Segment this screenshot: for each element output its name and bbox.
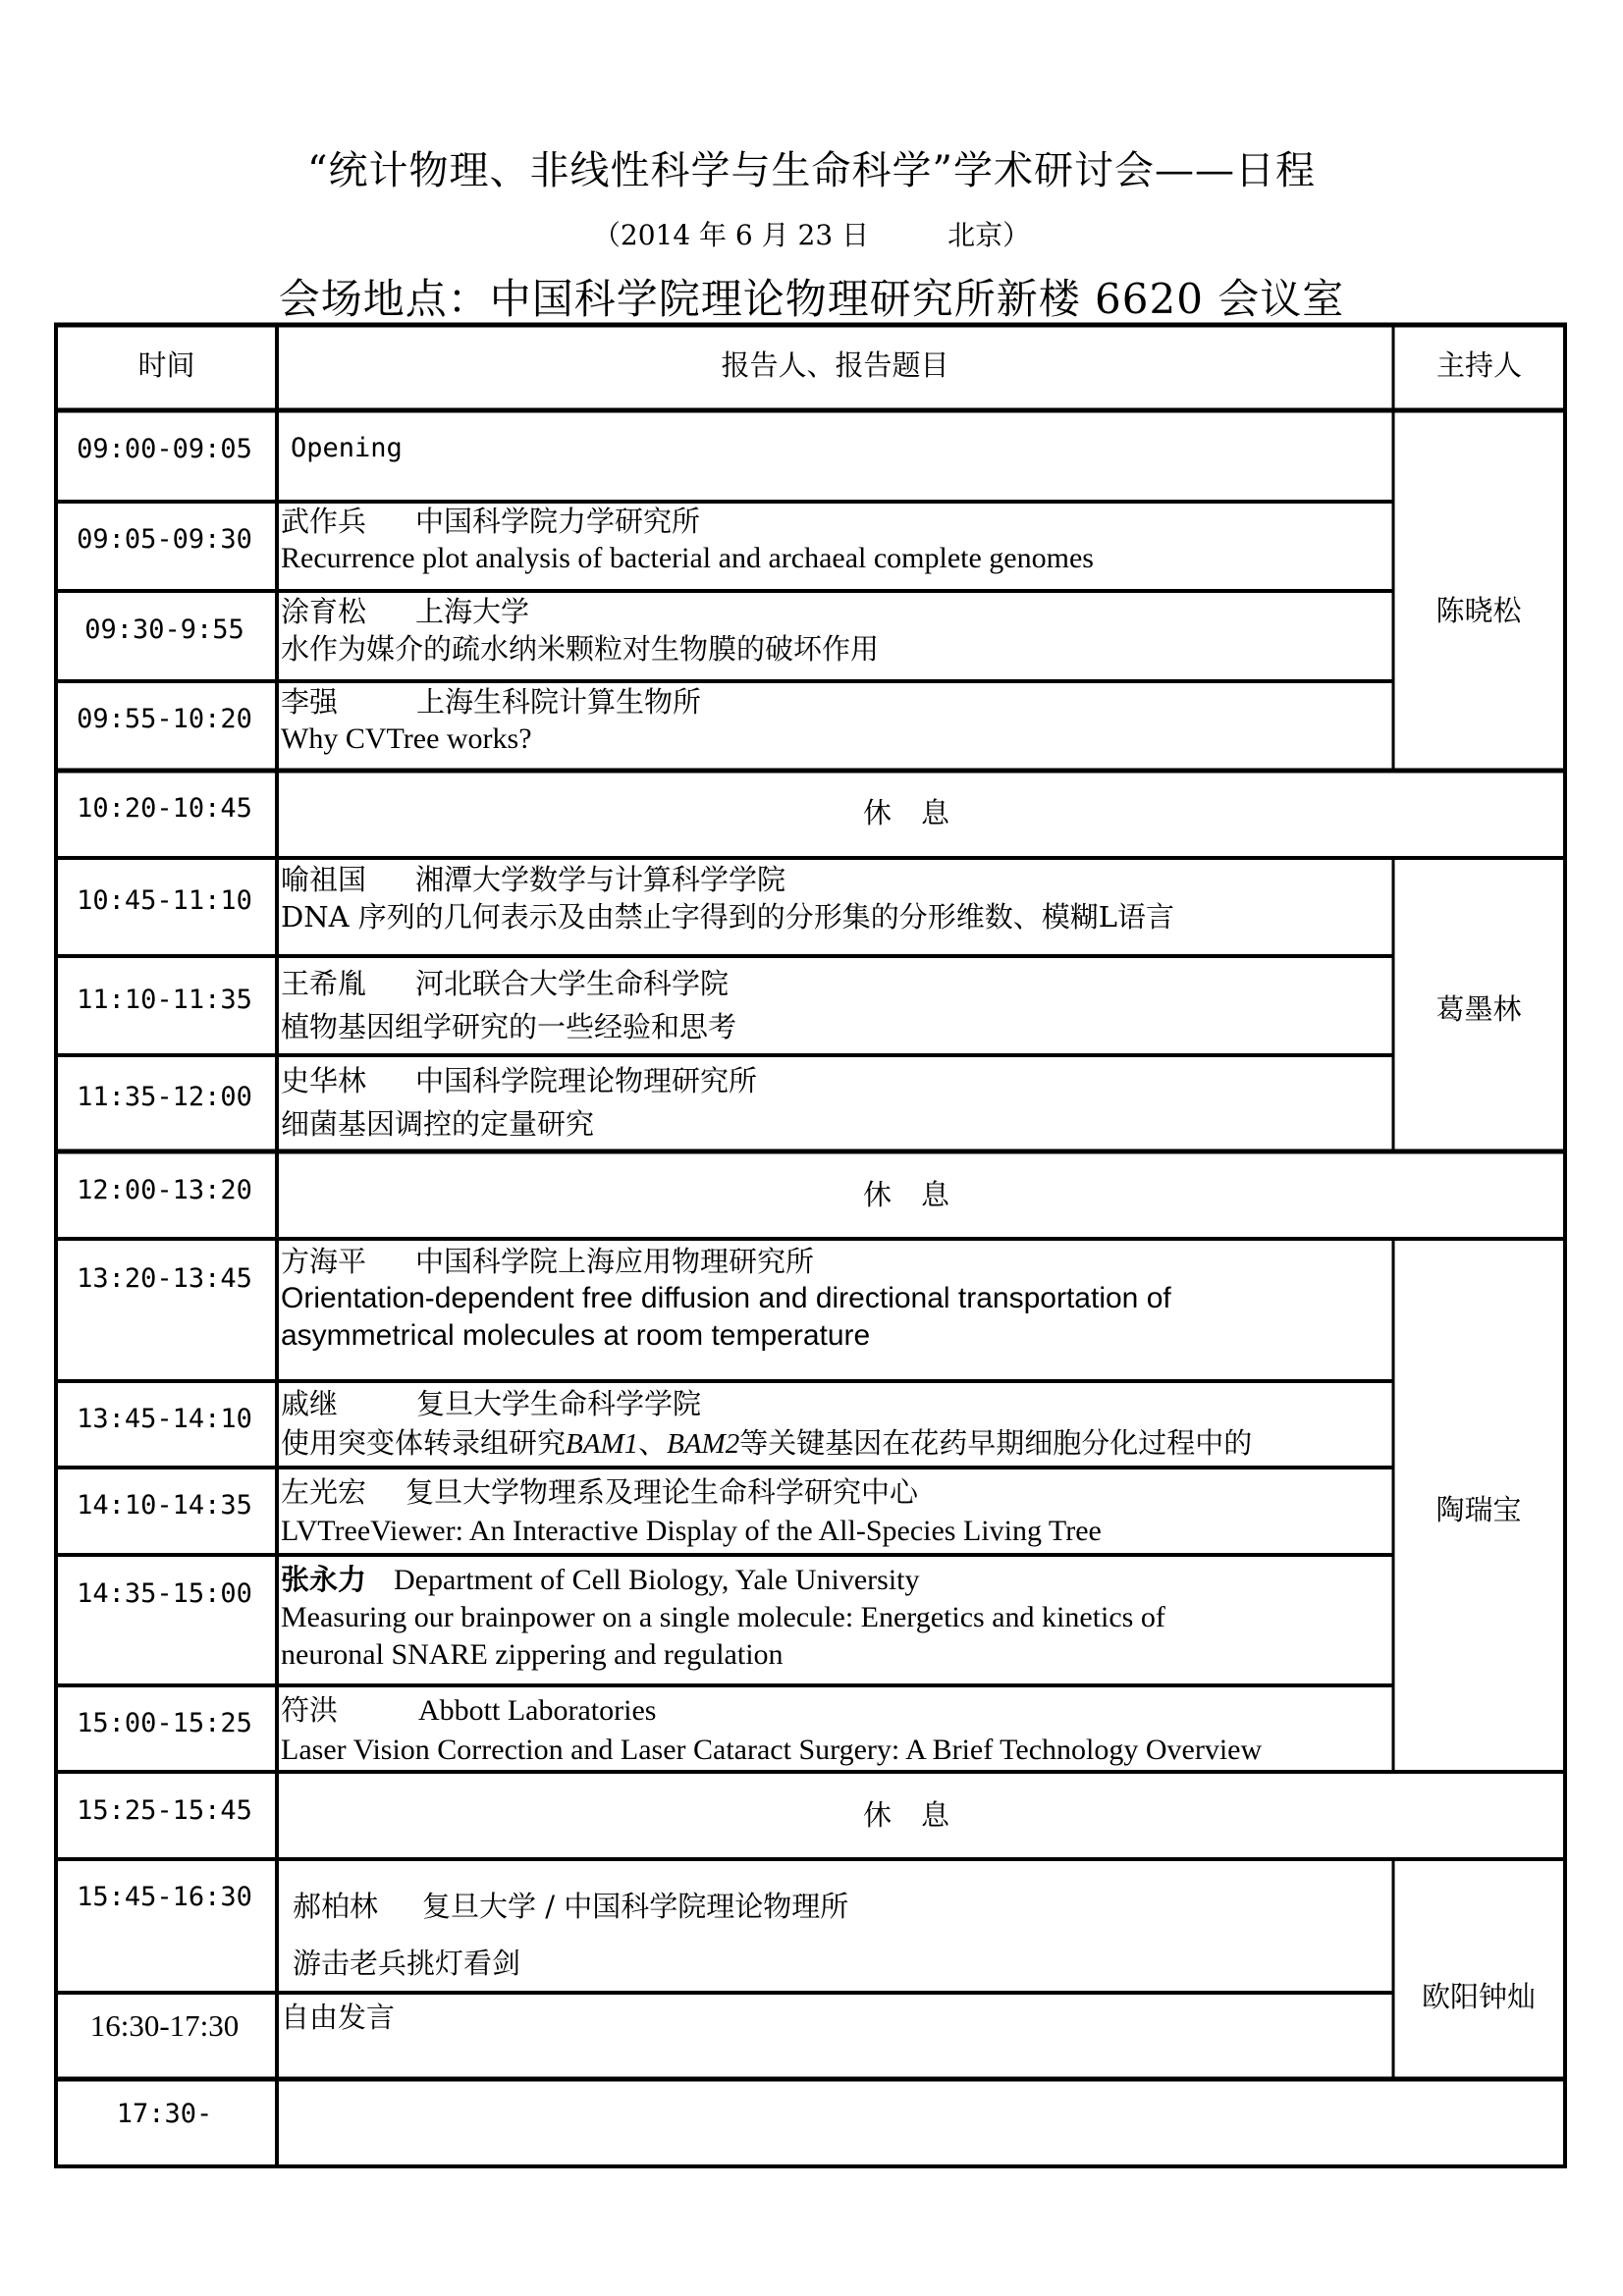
speaker: 涂育松 (281, 595, 367, 628)
talk (281, 962, 1388, 1048)
talk-title: 植物基因组学研究的一些经验和思考 (281, 1010, 737, 1043)
row-time: 15:45-16:30 (77, 1882, 252, 1912)
talk-title: DNA 序列的几何表示及由禁止字得到的分形集的分形维数、模糊L语言 (281, 900, 1175, 934)
break-label: 休息 (862, 796, 979, 829)
page-title: “统计物理、非线性科学与生命科学”学术研讨会——日程 (307, 148, 1316, 193)
affiliation: 中国科学院上海应用物理研究所 (415, 1245, 815, 1278)
row-time: 13:20-13:45 (77, 1263, 252, 1294)
talk (281, 503, 1388, 577)
affiliation: 湘潭大学数学与计算科学学院 (415, 863, 786, 896)
row-time: 14:10-14:35 (77, 1490, 252, 1521)
column-header-chair: 主持人 (1435, 348, 1522, 382)
talk-title-line2: neuronal SNARE zippering and regulation (281, 1638, 784, 1671)
date-location (0, 214, 1623, 253)
row-time: 11:35-12:00 (77, 1082, 252, 1112)
speaker: 史华林 (281, 1064, 367, 1097)
speaker: 张永力 (281, 1563, 367, 1596)
talk (281, 683, 1388, 758)
speaker: 喻祖国 (281, 863, 367, 896)
break-label: 休息 (862, 1178, 979, 1211)
row-time: 09:05-09:30 (77, 524, 252, 555)
row-time: 11:10-11:35 (77, 985, 252, 1015)
affiliation: 复旦大学生命科学学院 (416, 1387, 702, 1420)
speaker: 王希胤 (281, 967, 367, 1000)
affiliation: 上海生科院计算生物所 (416, 685, 702, 719)
affiliation: 复旦大学 / 中国科学院理论物理所 (422, 1890, 849, 1923)
row-time: 15:25-15:45 (77, 1795, 252, 1826)
row-time: 10:20-10:45 (77, 793, 252, 824)
speaker: 武作兵 (281, 505, 367, 538)
row-time: 16:30-17:30 (89, 2008, 240, 2043)
opening: Opening (291, 433, 403, 463)
row-time: 09:30-9:55 (84, 614, 244, 645)
speaker: 左光宏 (281, 1475, 367, 1509)
talk-title: LVTreeViewer: An Interactive Display of the All-Species Living Tree (281, 1515, 1102, 1547)
row-time: 14:35-15:00 (77, 1578, 252, 1609)
affiliation: Department of Cell Biology, Yale University (394, 1564, 920, 1596)
talk-title-text: 使用突变体转录组研究 (281, 1426, 567, 1460)
gene-name: BAM1 (566, 1428, 639, 1460)
column-header-time: 时间 (137, 348, 195, 382)
break-label: 休息 (862, 1798, 979, 1832)
talk-title: 水作为媒介的疏水纳米颗粒对生物膜的破坏作用 (281, 632, 880, 666)
talk (281, 1561, 1388, 1674)
chair: 葛墨林 (1435, 992, 1522, 1026)
talk-title-line2: asymmetrical molecules at room temperature (281, 1319, 871, 1352)
talk-title: Laser Vision Correction and Laser Cataract Surgery: A Brief Technology Overview (281, 1734, 1263, 1766)
talk (281, 593, 1388, 667)
free-discussion: 自由发言 (281, 2001, 396, 2034)
talk (281, 1472, 1388, 1551)
speaker: 戚继 (281, 1387, 339, 1420)
affiliation: 河北联合大学生命科学院 (415, 967, 730, 1000)
row-time: 15:00-15:25 (77, 1708, 252, 1738)
speaker: 郝柏林 (293, 1890, 379, 1923)
talk (281, 1384, 1388, 1464)
talk-title: 游击老兵挑灯看剑 (293, 1947, 521, 1980)
talk-title: 细菌基因调控的定量研究 (281, 1107, 595, 1141)
talk-title: Orientation-dependent free diffusion and directional transportation of (281, 1282, 1171, 1314)
speaker: 符洪 (281, 1693, 339, 1727)
row-time: 09:00-09:05 (77, 434, 252, 464)
speaker: 李强 (281, 685, 339, 719)
talk-title: Measuring our brainpower on a single molecule: Energetics and kinetics of (281, 1601, 1165, 1633)
talk-title: Recurrence plot analysis of bacterial and archaeal complete genomes (281, 542, 1094, 574)
chair: 陶瑞宝 (1435, 1493, 1522, 1526)
talk-title (281, 1423, 1388, 1464)
talk (281, 1690, 1388, 1770)
chair: 欧阳钟灿 (1421, 1980, 1536, 2013)
row-time: 12:00-13:20 (77, 1175, 252, 1205)
affiliation: 上海大学 (415, 595, 530, 628)
talk (293, 1878, 1400, 1992)
column-header-talk: 报告人、报告题目 (721, 348, 949, 382)
affiliation: 中国科学院力学研究所 (415, 505, 701, 538)
affiliation: 中国科学院理论物理研究所 (415, 1064, 758, 1097)
date: （2014 年 6 月 23 日 (592, 219, 870, 251)
talk (281, 1243, 1388, 1355)
gene-name: BAM2 (667, 1428, 740, 1460)
row-time: 17:30- (116, 2099, 213, 2129)
city: 北京） (947, 219, 1031, 251)
talk-title: Why CVTree works? (281, 722, 532, 755)
affiliation: Abbott Laboratories (418, 1694, 657, 1727)
speaker: 方海平 (281, 1245, 367, 1278)
affiliation: 复旦大学物理系及理论生命科学研究中心 (406, 1475, 919, 1509)
talk (281, 1059, 1388, 1146)
chair: 陈晓松 (1435, 594, 1522, 627)
row-time: 09:55-10:20 (77, 704, 252, 734)
talk (281, 861, 1388, 935)
venue: 会场地点：中国科学院理论物理研究所新楼 6620 会议室 (278, 275, 1345, 323)
talk-title-text: 、 (638, 1426, 668, 1460)
row-time: 13:45-14:10 (77, 1404, 252, 1434)
talk-title-text: 等关键基因在花药早期细胞分化过程中的 (739, 1426, 1253, 1460)
row-time: 10:45-11:10 (77, 885, 252, 916)
